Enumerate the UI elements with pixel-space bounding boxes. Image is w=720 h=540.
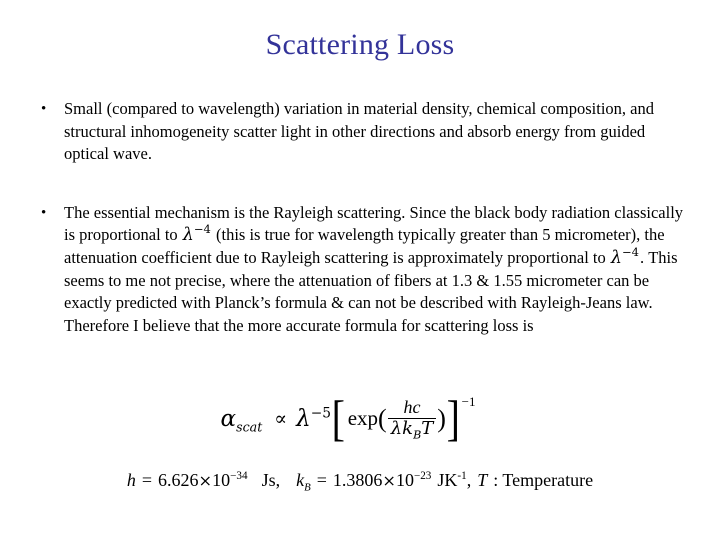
denominator-lambda: λ [390, 418, 403, 440]
h-equals-sign: = [141, 470, 153, 490]
h-times-symbol: × [198, 471, 213, 490]
bullet-text-1: Small (compared to wavelength) variation in material density, chemical composition, and structural inhomogeneity scatter light in other directions and absorb energy from guided optical wave. [64, 99, 655, 164]
lambda-symbol-b: λ [610, 247, 622, 268]
bullet-item-1 [38, 98, 686, 166]
fraction-denominator [388, 418, 437, 442]
bullet-text-2 [64, 202, 686, 338]
bullet2-segment-text-a: The essential mechanism is the Rayleigh scattering. Since the black body radiation classically is proportional to [64, 202, 684, 245]
kb-mantissa: 1.3806 [332, 470, 383, 490]
alpha-subscript: scat [236, 419, 263, 435]
bracket-close: ] [446, 390, 460, 447]
planck-constant-symbol: h [126, 470, 136, 490]
h-ten-base: 10 [212, 470, 231, 490]
boltzmann-subscript: B [304, 481, 311, 494]
fraction-numerator: hc [403, 397, 421, 417]
equation-lambda-symbol: λ [296, 405, 311, 432]
slide-body [38, 98, 686, 337]
denominator-k: k [402, 418, 414, 440]
bracket-group [331, 390, 476, 447]
exp-function-label: exp [347, 406, 379, 431]
lambda-exponent-a: −4 [193, 222, 211, 237]
display-equation [0, 390, 720, 447]
paren-open: ( [378, 403, 387, 433]
alpha-symbol: α [220, 405, 237, 432]
inline-math-lambda-pow-a [182, 222, 212, 246]
fraction-hc-over-lambda-kb-t [388, 397, 437, 442]
bullet-item-2 [38, 202, 686, 338]
denominator-k-subscript: B [413, 428, 422, 442]
bullet2-segment-text-c: . This seems to me not precise, where the attenuation of fibers at 1.3 & 1.55 micrometer can be exactly predicted with Planck’s formula & can not be described with Rayleigh-Jeans law. Therefore I believe that the more accurate formula for scattering loss is [64, 247, 678, 335]
kb-times-symbol: × [382, 471, 396, 490]
boltzmann-constant-symbol: k [296, 470, 305, 490]
paren-close: ) [437, 403, 446, 433]
bullet2-segment-text-b: (this is true for wavelength typically greater than 5 micrometer), the attenuation coefficient due to Rayleigh scattering is approximately proportional to [64, 225, 665, 267]
lambda-symbol-a: λ [182, 225, 194, 246]
equation-alpha [220, 405, 263, 435]
kb-equals-sign: = [316, 470, 327, 490]
h-unit: Js [261, 470, 276, 490]
proportional-symbol: ∝ [274, 407, 288, 430]
comma-1: , [275, 470, 281, 490]
kb-unit-base: JK [437, 470, 458, 490]
constants-line [0, 470, 720, 494]
temperature-description: : Temperature [493, 470, 594, 490]
page-title: Scattering Loss [265, 28, 455, 61]
equation-lambda-exponent: −5 [310, 404, 332, 421]
bullet-marker-icon: • [41, 204, 47, 221]
temperature-symbol: T [477, 470, 488, 490]
equation-inner [220, 390, 476, 447]
h-mantissa: 6.626 [158, 470, 199, 490]
comma-2: , [466, 470, 472, 490]
bracket-open: [ [331, 390, 346, 447]
bullet-marker-icon: • [41, 101, 47, 117]
kb-unit-exponent: -1 [457, 470, 467, 482]
kb-ten-base: 10 [395, 470, 414, 490]
h-exponent: −34 [230, 470, 248, 482]
equation-lambda-pow [296, 406, 331, 432]
denominator-T: T [421, 418, 434, 440]
bracket-exponent: −1 [461, 394, 476, 409]
kb-exponent: −23 [413, 470, 432, 482]
lambda-exponent-b: −4 [621, 245, 639, 260]
inline-math-lambda-pow-b [610, 245, 640, 268]
